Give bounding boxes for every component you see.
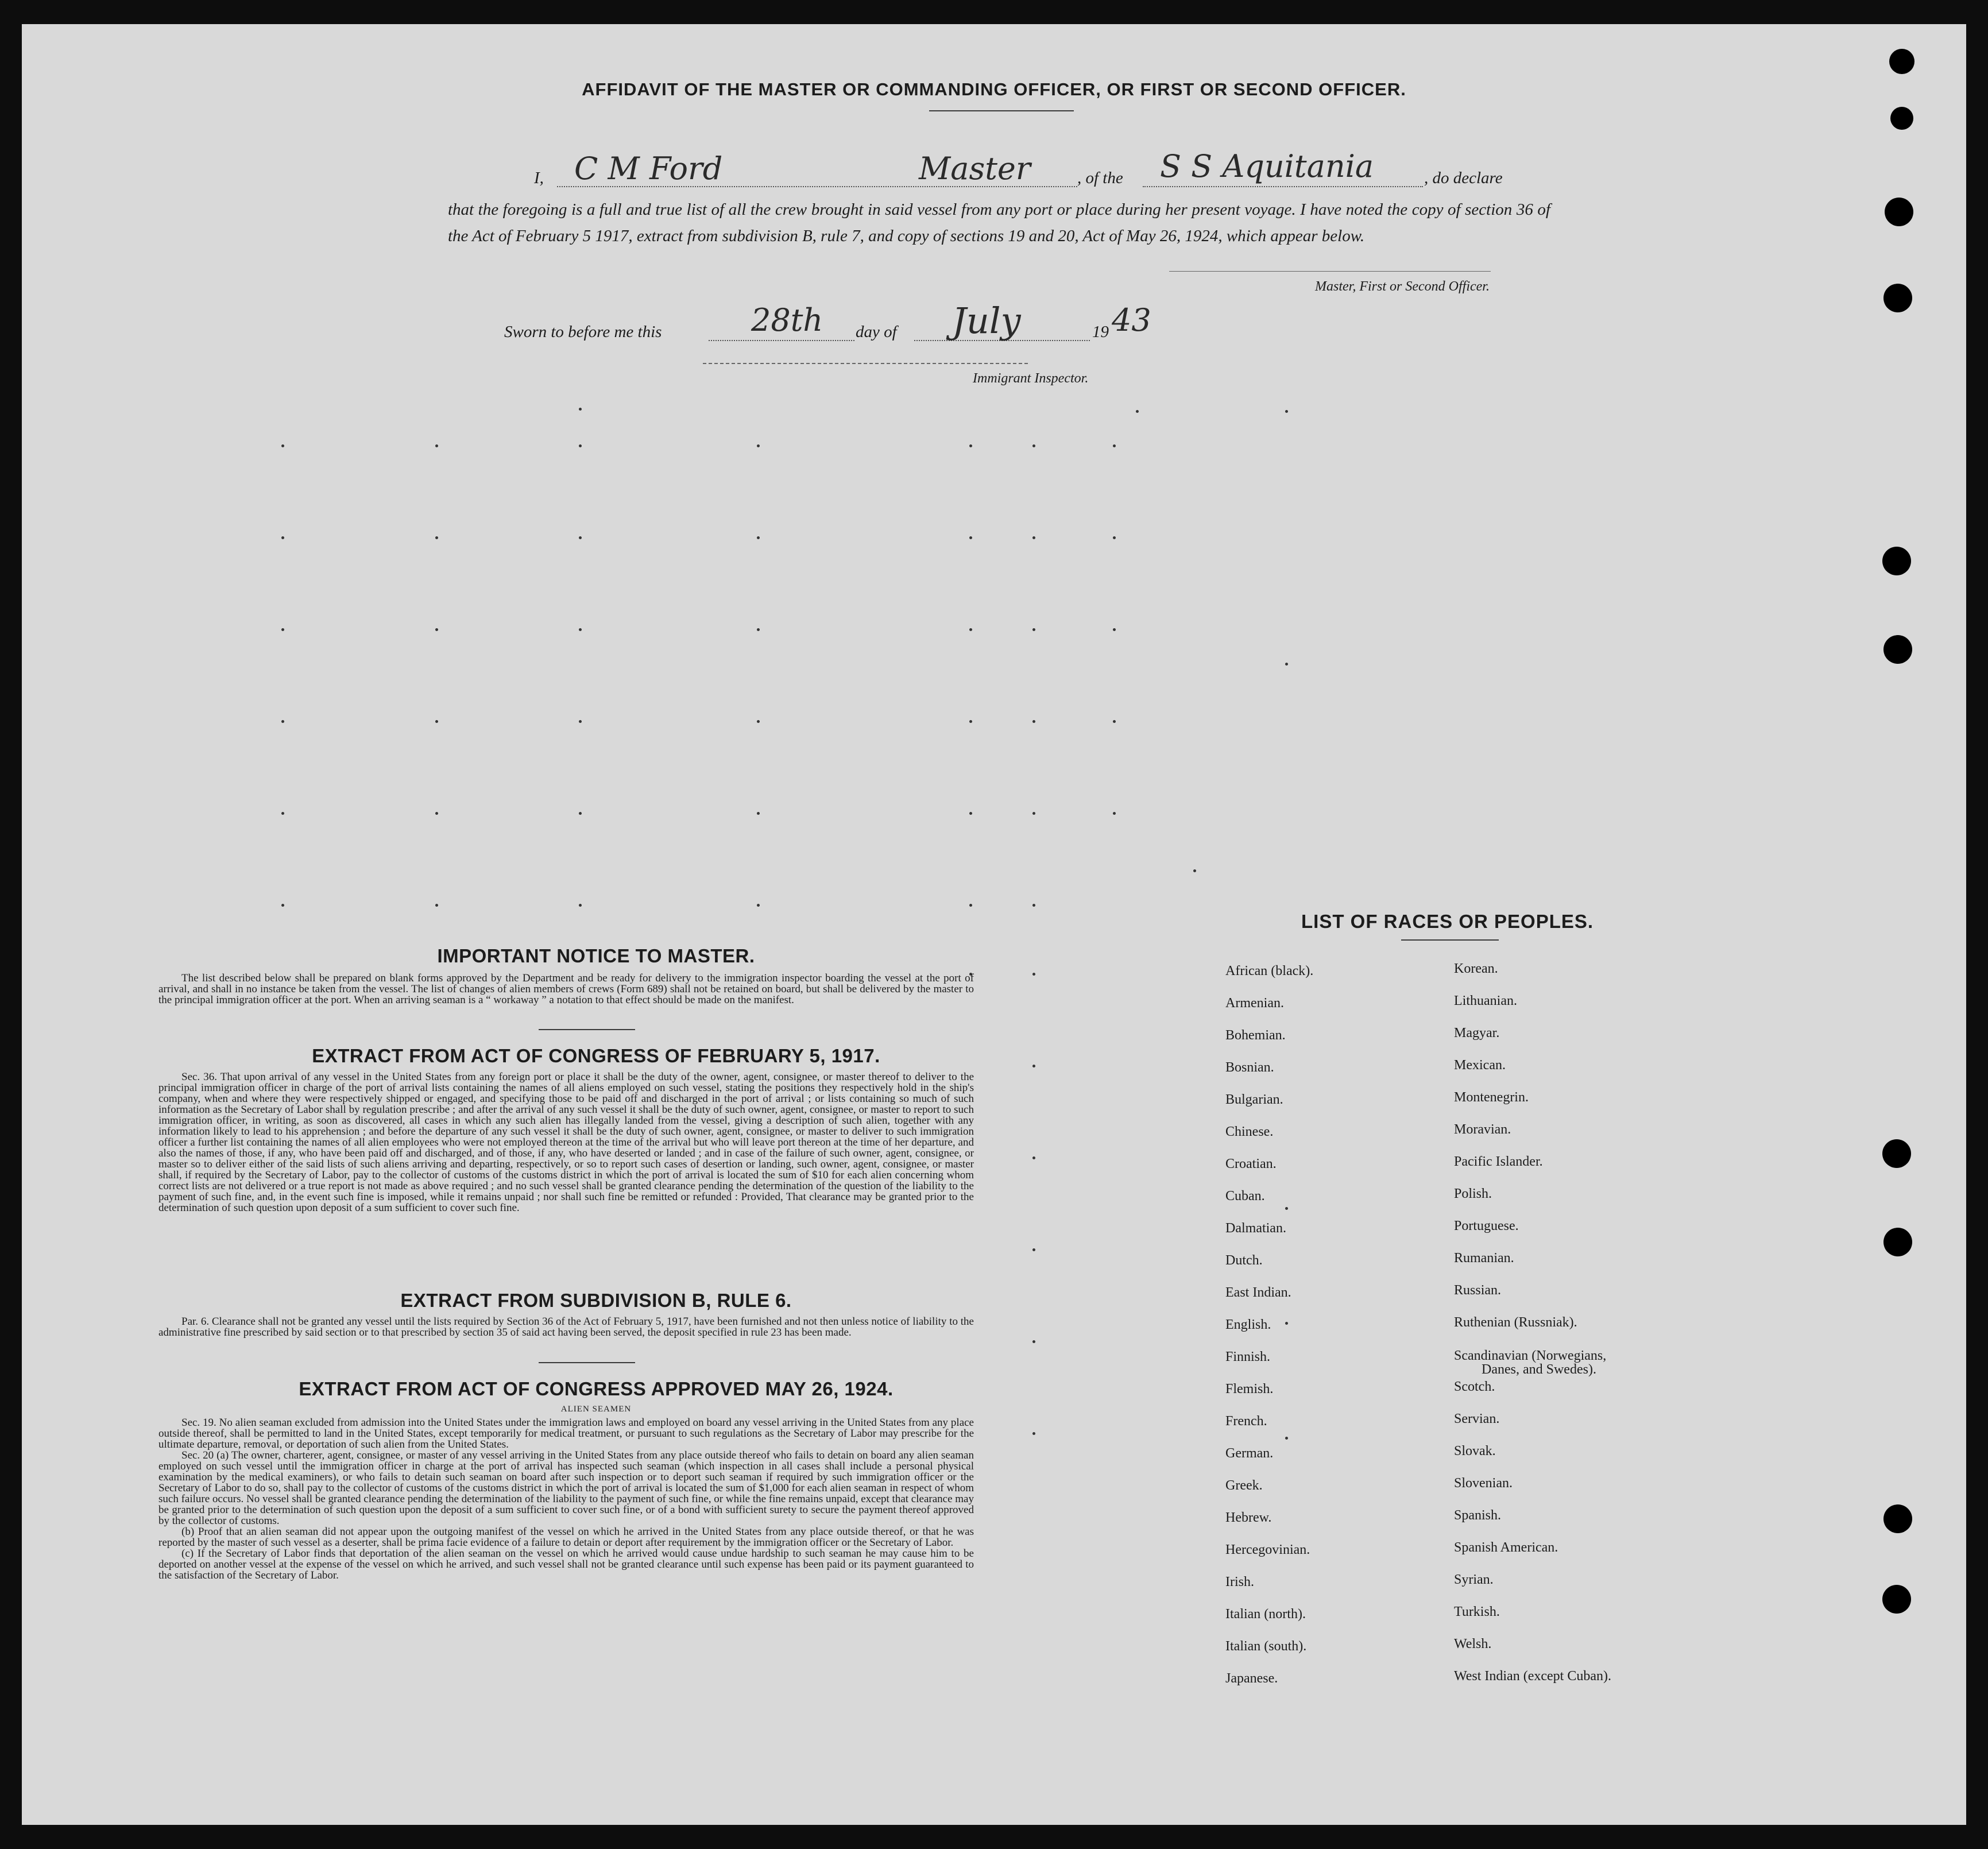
- races-title: LIST OF RACES OR PEOPLES.: [1301, 911, 1594, 932]
- race-item: Russian.: [1454, 1283, 1502, 1298]
- race-item: East Indian.: [1225, 1285, 1291, 1300]
- race-item: Chinese.: [1225, 1124, 1274, 1139]
- sworn-year-prefix: 19: [1092, 323, 1109, 341]
- race-item: Scotch.: [1454, 1379, 1495, 1394]
- inspector-signature-line: [703, 363, 1028, 364]
- affidavit-line1: [448, 148, 1550, 191]
- document-sheet: [22, 24, 1966, 1825]
- notice-text: The list described below shall be prepared on blank forms approved by the Department and be ready for delivery to the immigration inspector boarding the vessel at the port of arrival, and shall in no instance be taken from the vessel. The list of changes of alien members of crews (Form 689) shall not be retained on board, but shall be delivered by the master to the principal immigration officer at the port. When an arriving seaman is a “ workaway ” a notation to that effect should be made on the manifest.: [158, 972, 974, 1006]
- race-item: Armenian.: [1225, 996, 1284, 1011]
- race-item-continuation: Danes, and Swedes).: [1482, 1362, 1596, 1377]
- race-item: Portuguese.: [1454, 1219, 1519, 1233]
- race-item: Servian.: [1454, 1411, 1500, 1426]
- master-signature-label: Master, First or Second Officer.: [1315, 279, 1490, 294]
- punch-hole: [1882, 1585, 1911, 1614]
- sec-19-text: Sec. 19. No alien seaman excluded from admission into the United States under the immigration laws and employed on board any vessel arriving in the United States from any place outside thereof, shall be permitted to land in the United States, except temporarily for medical treatment, or pursuant to such regulations as the Secretary of Labor may prescribe for the ultimate departure, removal, or deportation of such alien from the United States.: [158, 1417, 974, 1450]
- race-item: Pacific Islander.: [1454, 1154, 1543, 1169]
- sworn-day-line: [709, 340, 854, 341]
- race-item: Korean.: [1454, 961, 1498, 976]
- divider: [539, 1362, 635, 1363]
- race-item: Syrian.: [1454, 1572, 1494, 1587]
- race-item: Magyar.: [1454, 1026, 1500, 1040]
- race-item: Spanish.: [1454, 1508, 1502, 1523]
- race-item: Montenegrin.: [1454, 1090, 1529, 1105]
- subdivision-b-text: Par. 6. Clearance shall not be granted any vessel until the lists required by Section 36 of the Act of February 5, 1917, have been furnished and not then unless notice of liability to the administrative fine prescribed by said section or to that prescribed by section 35 of said act having been served, the deposit specified in rule 23 has been made.: [158, 1316, 974, 1339]
- punch-hole: [1883, 1504, 1912, 1533]
- inspector-label: Immigrant Inspector.: [973, 371, 1089, 386]
- affidavit-title: AFFIDAVIT OF THE MASTER OR COMMANDING OFFICER, OR FIRST OR SECOND OFFICER.: [582, 79, 1406, 99]
- race-item: Welsh.: [1454, 1637, 1492, 1651]
- punch-hole: [1883, 284, 1912, 312]
- sec-20b-text: (b) Proof that an alien seaman did not appear upon the outgoing manifest of the vessel on which he arrived in the United States from any place outside thereof, or that he was reported by the master of such vessel as a deserter, shall be prima facie evidence of a failure to detain or deport after requirement by the immigration officer or the Secretary of Labor.: [158, 1526, 974, 1549]
- race-item: Turkish.: [1454, 1604, 1500, 1619]
- punch-hole: [1882, 1139, 1911, 1168]
- notice-title: IMPORTANT NOTICE TO MASTER.: [437, 945, 755, 966]
- race-item: Greek.: [1225, 1478, 1263, 1493]
- sworn-label: Sworn to before me this: [504, 323, 662, 341]
- affidavit-declare-label: , do declare: [1424, 169, 1503, 187]
- extract-1924-body: [158, 1417, 974, 1581]
- race-item: Cuban.: [1225, 1189, 1265, 1204]
- races-title-underline: [1401, 939, 1499, 941]
- race-item: French.: [1225, 1414, 1267, 1429]
- affidavit-body: that the foregoing is a full and true list of all the crew brought in said vessel from any port or place during her present voyage. I have noted the copy of section 36 of the Act of February 5 1917, extract from subdivision B, rule 7, and copy of sections 19 and 20, Act of May 26, 1924, which appear below.: [448, 200, 1550, 245]
- race-item: Spanish American.: [1454, 1540, 1558, 1555]
- extract-1917-text: Sec. 36. That upon arrival of any vessel in the United States from any foreign port or place it shall be the duty of the owner, agent, consignee, or master thereof to deliver to the principal immigration officer in charge of the port of arrival lists containing the names of all aliens employed on such vessel, stating the positions they respectively hold in the ship's company, when and where they were respectively shipped or engaged, and specifying those to be paid off and discharged in the port of arrival ; or lists containing so much of such information as the Secretary of Labor shall by regulation prescribe ; and after the arrival of any such vessel it shall be the duty of such owner, agent, consignee, or master to report to such immigration officer, in writing, as soon as discovered, all cases in which any such alien has illegally landed from the vessel, giving a description of such alien, together with any information likely to lead to his apprehension ; and before the departure of any such vessel it shall be the duty of such owner, agent, consignee, or master to deliver to such immigration officer a further list containing the names of all alien employees who were not employed thereon at the time of the arrival but who will leave port thereon at the time of her departure, and also the names of those, if any, who have been paid off and discharged, and of those, if any, who have deserted or landed ; and in case of the failure of such owner, agent, consignee, or master so to deliver either of the said lists of such aliens arriving and departing, respectively, or so to report such cases of desertion or landing, such owner, agent, consignee, or master shall, if required by the Secretary of Labor, pay to the collector of customs of the customs district in which the port of arrival is located the sum of $10 for each alien concerning whom correct lists are not delivered or a true report is not made as above required ; and no such vessel shall be granted clearance pending the determination of the question of the liability to the payment of such fine, and, in the event such fine is imposed, while it remains unpaid ; nor shall such fine be remitted or refunded : Provided, That clearance may be granted prior to the determination of such question upon deposit of a sum sufficient to cover such fine.: [158, 1071, 974, 1214]
- race-item: Dalmatian.: [1225, 1221, 1286, 1236]
- race-item: Bohemian.: [1225, 1028, 1286, 1043]
- punch-hole: [1882, 547, 1911, 575]
- vessel-name-line: [1143, 186, 1423, 187]
- extract-1917-title: EXTRACT FROM ACT OF CONGRESS OF FEBRUARY 5, 1917.: [312, 1045, 880, 1066]
- sworn-line: [504, 300, 1251, 346]
- handwritten-vessel-name: S S Aquitania: [1160, 148, 1374, 184]
- race-item: Mexican.: [1454, 1058, 1506, 1073]
- handwritten-master-name: C M Ford: [574, 150, 723, 187]
- race-item: Italian (south).: [1225, 1639, 1307, 1654]
- race-item: Scandinavian (Norwegians,: [1454, 1348, 1607, 1363]
- race-item: Finnish.: [1225, 1349, 1271, 1364]
- race-item: Rumanian.: [1454, 1251, 1514, 1266]
- handwritten-month: July: [952, 300, 1021, 342]
- race-item: Hebrew.: [1225, 1510, 1272, 1525]
- race-item: Bosnian.: [1225, 1060, 1274, 1075]
- punch-hole: [1883, 1228, 1912, 1256]
- race-item: Croatian.: [1225, 1156, 1277, 1171]
- alien-seamen-subtitle: ALIEN SEAMEN: [560, 1405, 632, 1414]
- punch-hole: [1883, 635, 1912, 664]
- race-item: Lithuanian.: [1454, 993, 1517, 1008]
- race-item: Polish.: [1454, 1186, 1492, 1201]
- handwritten-year: 43: [1112, 302, 1151, 338]
- extract-1924-title: EXTRACT FROM ACT OF CONGRESS APPROVED MAY 26, 1924.: [299, 1378, 894, 1399]
- affidavit-i-label: I,: [534, 169, 544, 187]
- race-item: Bulgarian.: [1225, 1092, 1283, 1107]
- race-item: Ruthenian (Russniak).: [1454, 1315, 1577, 1330]
- handwritten-day: 28th: [751, 302, 823, 338]
- race-item: Hercegovinian.: [1225, 1542, 1310, 1557]
- race-item: Japanese.: [1225, 1671, 1278, 1686]
- divider: [539, 1029, 635, 1030]
- race-item: West Indian (except Cuban).: [1454, 1669, 1611, 1684]
- race-item: Slovenian.: [1454, 1476, 1513, 1491]
- punch-hole: [1885, 198, 1913, 226]
- race-item: Slovak.: [1454, 1444, 1496, 1459]
- race-item: German.: [1225, 1446, 1274, 1461]
- subdivision-b-title: EXTRACT FROM SUBDIVISION B, RULE 6.: [400, 1290, 792, 1311]
- race-item: African (black).: [1225, 964, 1314, 978]
- race-item: Irish.: [1225, 1575, 1254, 1589]
- punch-hole: [1890, 107, 1913, 130]
- title-underline: [929, 110, 1074, 111]
- master-signature-line: [1169, 271, 1491, 272]
- race-item: Moravian.: [1454, 1122, 1511, 1137]
- race-item: English.: [1225, 1317, 1271, 1332]
- affidavit-of-the-label: , of the: [1077, 169, 1123, 187]
- race-item: Dutch.: [1225, 1253, 1263, 1268]
- sec-20a-text: Sec. 20 (a) The owner, charterer, agent, consignee, or master of any vessel arriving in the United States from any place outside thereof who fails to detain on board any alien seaman employed on such vessel until the immigration officer in charge at the port of arrival has inspected such seaman (which inspection in all cases shall include a personal physical examination by the medical examiners), or who fails to detain such seaman on board after such inspection or to deport such seaman if required by such immigration officer or the Secretary of Labor to do so, shall pay to the collector of customs of the customs district in which the port of arrival is located the sum of $1,000 for each alien seaman in respect of whom such failure occurs. No vessel shall be granted clearance pending the determination of the liability to the payment of such fine, or while the fine remains unpaid, except that clearance may be granted prior to the determination of such question upon the deposit of a sum sufficient to cover such fine, or of a bond with sufficient surety to secure the payment thereof approved by the collector of customs.: [158, 1449, 974, 1527]
- sworn-day-of-label: day of: [856, 323, 897, 341]
- sec-20c-text: (c) If the Secretary of Labor finds that deportation of the alien seaman on the vessel on which he arrived would cause undue hardship to such seaman he may cause him to be deported on another vessel at the expense of the vessel on which he arrived, and such vessel shall not be granted clearance until such expense has been paid or its payment guaranteed to the satisfaction of the Secretary of Labor.: [158, 1548, 974, 1581]
- race-item: Italian (north).: [1225, 1607, 1306, 1622]
- handwritten-master-title: Master: [919, 150, 1031, 187]
- race-item: Flemish.: [1225, 1382, 1274, 1397]
- punch-hole: [1889, 49, 1914, 74]
